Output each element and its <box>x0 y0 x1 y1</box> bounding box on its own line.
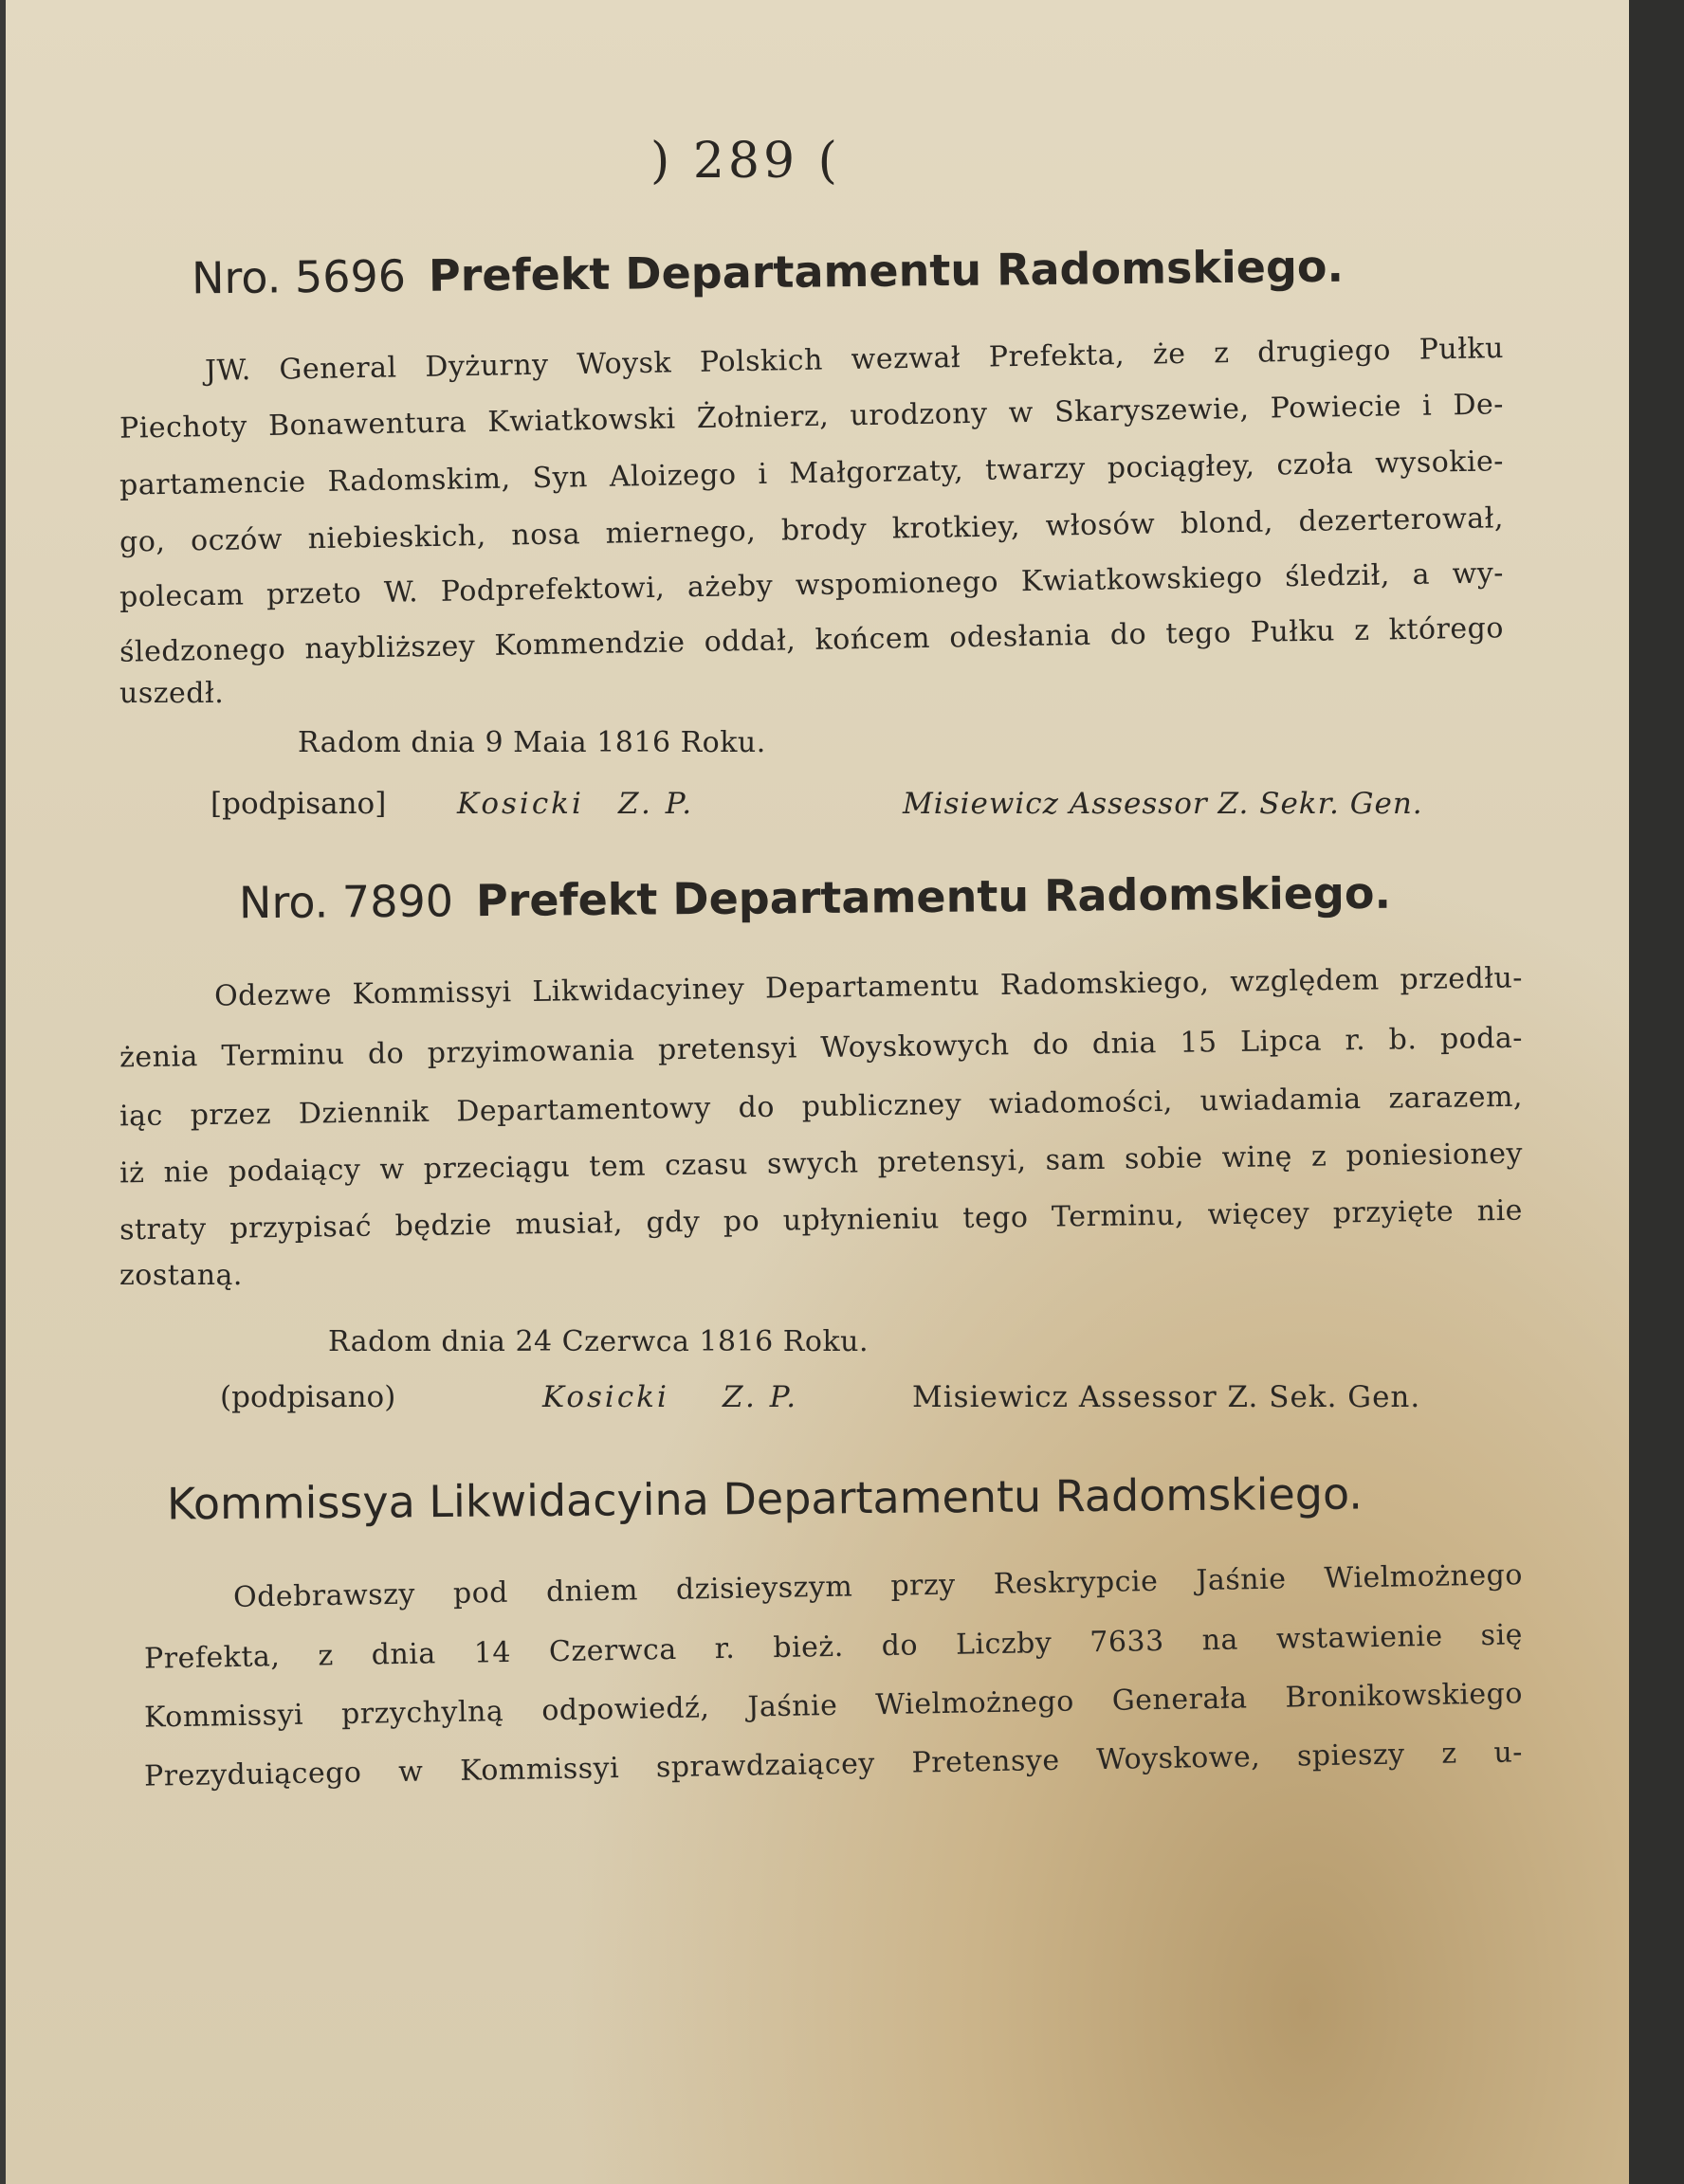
section-2-signature-secretary: Misiewicz Assessor Z. Sek. Gen. <box>912 1380 1421 1414</box>
section-1-date: Radom dnia 9 Maia 1816 Roku. <box>298 726 766 759</box>
section-3-line-4: Prezyduiącego w Kommissyi sprawdzaiącey Pretensye Woyskowe, spieszy z u- <box>143 1736 1524 1793</box>
section-2-signature-name: Kosicki <box>542 1380 669 1414</box>
section-2-line-5: straty przypisać będzie musiał, gdy po upłynieniu tego Terminu, więcey przyięte nie <box>119 1193 1524 1247</box>
section-1-line-7: uszedł. <box>119 677 225 710</box>
section-1-number: Nro. 5696 <box>191 249 407 304</box>
scan-background-edge <box>1629 0 1684 2184</box>
section-1-signature-initials: Z. P. <box>618 787 695 821</box>
page-number: ) 289 ( <box>650 133 841 190</box>
section-2-line-1: Odezwe Kommissyi Likwidacyiney Departamentu Radomskiego, względem przedłu- <box>213 961 1524 1013</box>
section-1-line-4: go, oczów niebieskich, nosa miernego, brody krotkiey, włosów blond, dezerterował, <box>119 501 1505 559</box>
section-2-line-6: zostaną. <box>119 1259 243 1292</box>
section-2-signature-initials: Z. P. <box>723 1380 799 1414</box>
document-page <box>6 0 1629 2184</box>
section-2-title: Prefekt Departamentu Radomskiego. <box>475 866 1392 927</box>
section-3-line-2: Prefekta, z dnia 14 Czerwca r. bież. do Liczby 7633 na wstawienie się <box>143 1618 1524 1676</box>
section-1-line-6: śledzonego naybliższey Kommendzie oddał, końcem odesłania do tego Pułku z którego <box>119 611 1505 669</box>
section-2-signature <box>220 1380 1420 1414</box>
section-1-line-3: partamencie Radomskim, Syn Aloizego i Małgorzaty, twarzy pociągłey, czoła wysokie- <box>119 445 1505 502</box>
section-1-signature-secretary: Misiewicz Assessor Z. Sekr. Gen. <box>903 787 1423 821</box>
section-1-signature-name: Kosicki <box>457 787 584 821</box>
section-1-line-1: JW. General Dyżurny Woysk Polskich wezwał Prefekta, że z drugiego Pułku <box>204 332 1505 388</box>
section-2-number: Nro. 7890 <box>238 875 454 929</box>
section-1-line-2: Piechoty Bonawentura Kwiatkowski Żołnierz, urodzony w Skaryszewie, Powiecie i De- <box>119 388 1505 446</box>
section-2-heading <box>239 867 1391 929</box>
section-2-signature-label: (podpisano) <box>220 1380 396 1414</box>
section-3-line-1: Odebrawszy pod dniem dzisieyszym przy Reskrypcie Jaśnie Wielmożnego <box>232 1558 1524 1614</box>
section-2-line-4: iż nie podaiący w przeciągu tem czasu swych pretensyi, sam sobie winę z poniesioney <box>119 1137 1524 1191</box>
section-3-title: Kommissya Likwidacyina Departamentu Radomskiego. <box>166 1467 1364 1530</box>
section-2-line-2: żenia Terminu do przyimowania pretensyi Woyskowych do dnia 15 Lipca r. b. poda- <box>119 1021 1524 1075</box>
section-1-heading <box>192 241 1344 304</box>
section-2-line-3: iąc przez Dziennik Departamentowy do publiczney wiadomości, uwiadamia zarazem, <box>119 1080 1524 1134</box>
section-3-line-3: Kommissyi przychylną odpowiedź, Jaśnie Wielmożnego Generała Bronikowskiego <box>143 1677 1524 1735</box>
section-3-heading <box>167 1467 1363 1529</box>
section-1-line-5: polecam przeto W. Podprefektowi, ażeby wspomionego Kwiatkowskiego śledził, a wy- <box>119 556 1505 614</box>
section-1-signature-label: [podpisano] <box>210 787 387 821</box>
section-1-signature <box>210 787 1423 821</box>
section-1-title: Prefekt Departamentu Radomskiego. <box>428 240 1345 301</box>
section-2-date: Radom dnia 24 Czerwca 1816 Roku. <box>328 1325 869 1358</box>
